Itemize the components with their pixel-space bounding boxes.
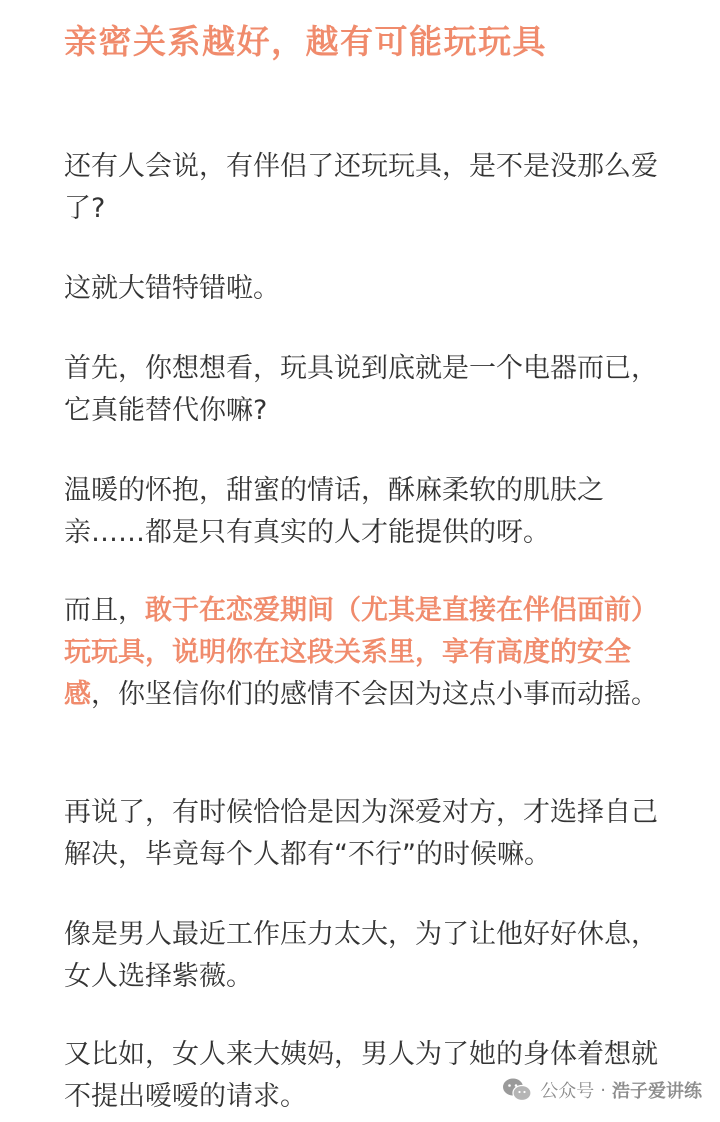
paragraph-5-tail: ，你坚信你们的感情不会因为这点小事而动摇。 xyxy=(91,679,658,710)
paragraph-6: 再说了，有时候恰恰是因为深爱对方，才选择自己解决，毕竟每个人都有“不行”的时候嘛。 xyxy=(64,797,658,870)
watermark-label: 公众号 xyxy=(540,1081,595,1102)
watermark-account: 浩子爱讲练 xyxy=(612,1081,702,1102)
paragraph-1: 还有人会说，有伴侣了还玩玩具，是不是没那么爱了? xyxy=(64,151,658,224)
paragraph-8: 又比如，女人来大姨妈，男人为了她的身体着想就不提出嗳嗳的请求。 xyxy=(64,1039,658,1112)
wechat-icon xyxy=(502,1077,532,1103)
highlighted-text: 敢于在恋爱期间（尤其是直接在伴侣面前）玩玩具，说明你在这段关系里，享有高度的安全感 xyxy=(64,595,658,710)
paragraph-5-lead: 而且， xyxy=(64,595,145,626)
paragraph-4: 温暖的怀抱，甜蜜的情话，酥麻柔软的肌肤之亲……都是只有真实的人才能提供的呀。 xyxy=(64,475,604,548)
paragraph-2: 这就大错特错啦。 xyxy=(64,273,280,304)
watermark-separator: · xyxy=(600,1079,606,1101)
paragraph-7: 像是男人最近工作压力太大，为了让他好好休息，女人选择紫薇。 xyxy=(64,919,658,992)
paragraph-3: 首先，你想想看，玩具说到底就是一个电器而已，它真能替代你嘛? xyxy=(64,353,658,426)
article-title: 亲密关系越好，越有可能玩玩具 xyxy=(64,22,547,61)
watermark xyxy=(502,1077,702,1103)
paragraph-5 xyxy=(64,590,664,716)
